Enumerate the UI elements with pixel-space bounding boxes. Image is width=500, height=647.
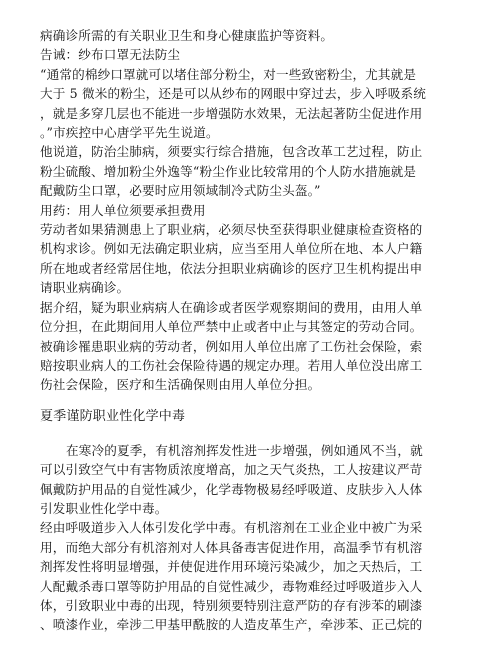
text-line: 佩戴防护用品的自觉性减少，化学毒物极易经呼吸道、皮肤步入人体 <box>40 481 423 497</box>
text-line: 所在地或者经常居住地，依法分担职业病确诊的医疗卫生机构提出申 <box>40 260 423 276</box>
text-line: 经由呼吸道步入人体引发化学中毒。有机溶剂在工业企业中被广为采 <box>40 520 423 536</box>
text-line: “通常的棉纱口罩就可以堵住部分粉尘，对一些致密粉尘，尤其就是 <box>40 66 417 82</box>
text-line: 劳动者如果猜测患上了职业病，必须尽快至获得职业健康检查资格的 <box>40 222 423 238</box>
section-heading: 夏季谨防职业性化学中毒 <box>40 408 186 424</box>
text-line: 位分担，在此期间用人单位严禁中止或者中止与其签定的劳动合同。 <box>40 319 423 335</box>
section-occupational-disease <box>40 26 460 395</box>
text-line: 、喷漆作业，牵涉二甲基甲酰胺的人造皮革生产，牵涉苯、正己烷的 <box>40 617 423 633</box>
text-line: 伤社会保险，医疗和生活确保则由用人单位分担。 <box>40 377 321 393</box>
text-line: 大于 5 微米的粉尘，还是可以从纱布的网眼中穿过去，步入呼吸系统 <box>40 86 427 102</box>
text-line: 引发职业性化学中毒。 <box>40 500 168 516</box>
text-line: 配戴防尘口罩，必要时应用领域制冷式防尘头盔。” <box>40 183 321 199</box>
text-line: 体，引致职业中毒的出现，特别须要特别注意严防的存有涉苯的刷漆 <box>40 597 423 613</box>
paragraph-first-line: 在寒冷的夏季，有机溶剂挥发性进一步增强，例如通风不当，就 <box>66 442 423 458</box>
subheading-employer-cost: 用药：用人单位须要承担费用 <box>40 202 206 218</box>
text-line: 病确诊所需的有关职业卫生和身心健康监护等资料。 <box>40 28 334 43</box>
text-line: 他说道，防治尘肺病，须要实行综合措施，包含改革工艺过程，防止 <box>40 144 423 160</box>
text-line: ，就是多穿几层也不能进一步增强防水效果，无法起著防尘促进作用 <box>40 105 423 121</box>
text-line: 赔按职业病人的工伤社会保险待遇的规定办理。若用人单位没出席工 <box>40 357 423 373</box>
text-line: 用，而绝大部分有机溶剂对人体具备毒害促进作用，高温季节有机溶 <box>40 539 423 555</box>
subheading-dust-mask: 告诫：纱布口罩无法防尘 <box>40 47 181 63</box>
text-line: 请职业病确诊。 <box>40 280 130 296</box>
text-line: 据介绍，疑为职业病病人在确诊或者医学观察期间的费用，由用人单 <box>40 299 423 315</box>
text-line: 粉尘硫酸、增加粉尘外逸等“粉尘作业比较常用的个人防水措施就是 <box>40 163 417 179</box>
text-line: 可以引致空气中有害物质浓度增高，加之天气炎热，工人按建议严苛 <box>40 462 423 478</box>
text-line: 机构求诊。例如无法确定职业病，应当至用人单位所在地、本人户籍 <box>40 241 423 257</box>
text-line: 剂挥发性将明显增强，并使促进作用环境污染减少，加之天热后，工 <box>40 559 423 575</box>
section-chemical-poisoning <box>40 441 460 635</box>
text-line: 被确诊罹患职业病的劳动者，例如用人单位出席了工伤社会保险，索 <box>40 338 423 354</box>
text-line: 人配戴杀毒口罩等防护用品的自觉性减少，毒物难经过呼吸道步入人 <box>40 578 423 594</box>
text-line: 。”市疾控中心唐学平先生说道。 <box>40 125 219 141</box>
